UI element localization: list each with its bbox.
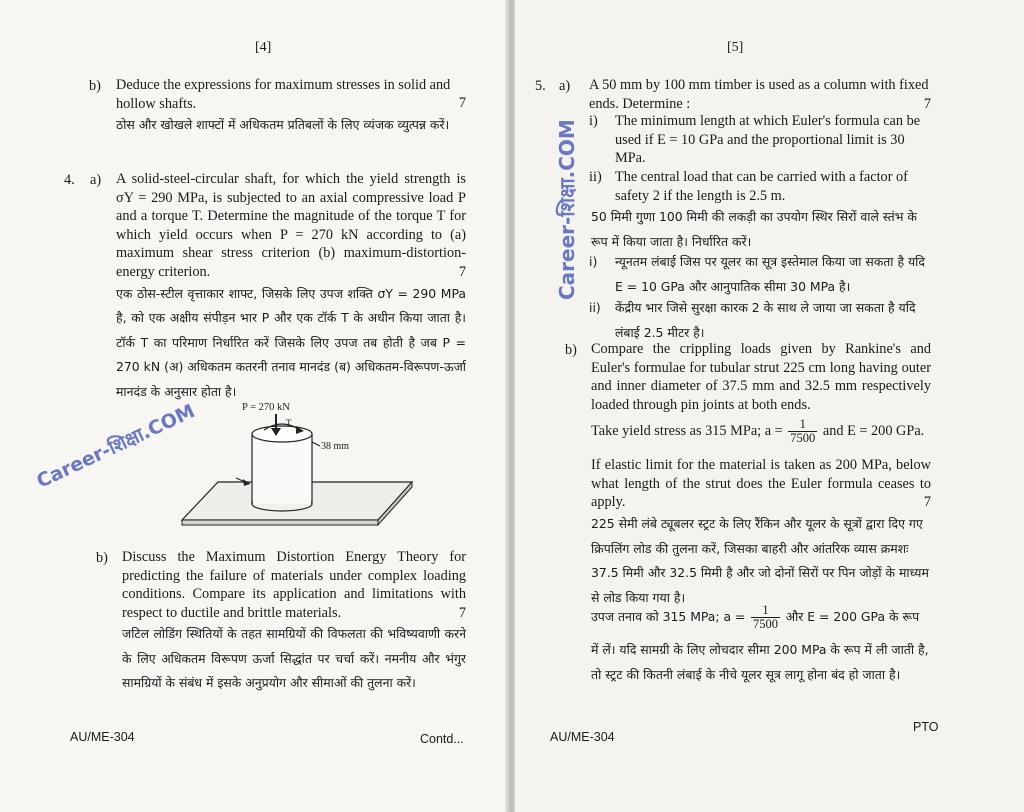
- right-page: [515, 0, 1024, 812]
- question-text-en: A solid-steel-circular shaft, for which the yield strength is σY = 290 MPa, is subjected to an axial compressive load P and a torque T. Determine the magnitude of the torque T for which yield occurs when P = 270 kN according to (a) maximum shear stress criterion (b) maximum-distortion-energy criterion.: [116, 171, 466, 280]
- question-5a: [589, 76, 931, 113]
- yield-stress-hi: [591, 604, 931, 631]
- question-label: b): [96, 550, 108, 566]
- question-5a-hi-sub-i: [589, 250, 931, 299]
- equation-text: and E = 200 GPa.: [822, 422, 925, 439]
- question-4a: [116, 170, 466, 404]
- watermark: Career-शिक्षा.COM: [33, 400, 199, 493]
- marks: 7: [458, 263, 466, 280]
- footer-code: AU/ME-304: [550, 730, 615, 744]
- yield-stress-en: [591, 418, 931, 445]
- page-number: [5]: [727, 40, 744, 55]
- question-5b-hi: 225 सेमी लंबे ट्यूबलर स्ट्रट के लिए रैंकिन और यूलर के सूत्रों द्वारा दिए गए क्रिपलिंग लोड की तुलना करें, जिसका बाहरी और आंतरिक व्यास क्रमशः 37.5 मिमी और 32.5 मिमी है और जो दोनों सिरों पर पिन जोड़ों के माध्यम से लोड किया गया है।: [591, 516, 929, 605]
- shaft-figure: [178, 400, 418, 540]
- footer-note: PTO: [913, 720, 939, 734]
- elastic-limit-hi: में लें। यदि सामग्री के लिए लोचदार सीमा 200 MPa के रूप में ली जाती है, तो स्ट्रट की कितनी लंबाई के नीचे यूलर सूत्र लागू होना बंद हो जाता है।: [591, 642, 929, 682]
- question-text-hi: एक ठोस-स्टील वृत्ताकार शाफ्ट, जिसके लिए उपज शक्ति σY = 290 MPa है, को एक अक्षीय संपीड़न भार P और एक टॉर्क T के अधीन किया जाता है। टॉर्क T का परिमाण निर्धारित करें जिसके लिए उपज तब होती है जब P = 270 kN (अ) अधिकतम कतरनी तनाव मानदंड (ब) अधिकतम-विरूपण-ऊर्जा मानदंड के अनुसार होता है।: [116, 285, 466, 399]
- marks: 7: [923, 95, 931, 112]
- question-label: b): [565, 342, 577, 358]
- question-text-en: Discuss the Maximum Distortion Energy Theory for predicting the failure of materials under complex loading conditions. Compare its application and limitations with respect to ductile and brittle materials.: [122, 549, 466, 621]
- question-5a-hi-sub-ii: [589, 296, 931, 345]
- sub-label: i): [589, 254, 598, 269]
- question-5a-sub-ii: [589, 168, 931, 205]
- question-4b: [122, 548, 466, 696]
- elastic-limit-en: [591, 456, 931, 512]
- question-5a-sub-i: [589, 112, 931, 168]
- equation-text: और E = 200 GPa के रूप: [785, 608, 920, 624]
- fraction: [751, 604, 780, 631]
- marks: 7: [458, 604, 466, 621]
- question-text-en: If elastic limit for the material is taken as 200 MPa, below what length of the strut does the Euler formula ceases to apply.: [591, 457, 931, 511]
- sub-text: केंद्रीय भार जिसे सुरक्षा कारक 2 के साथ ले जाया जा सकता है यदि लंबाई 2.5 मीटर है।: [615, 300, 916, 340]
- question-label: a): [559, 78, 571, 94]
- equation-text: Take yield stress as 315 MPa; a =: [591, 422, 783, 439]
- sub-label: i): [589, 113, 598, 129]
- sub-text: The central load that can be carried with a factor of safety 2 if the length is 2.5 m.: [615, 169, 908, 204]
- footer-code: AU/ME-304: [70, 730, 135, 744]
- watermark: Career-शिक्षा.COM: [555, 119, 579, 300]
- fraction-denominator: 7500: [753, 617, 778, 631]
- question-text-en: A 50 mm by 100 mm timber is used as a column with fixed ends. Determine :: [589, 77, 929, 112]
- sub-text: The minimum length at which Euler's formula can be used if E = 10 GPa and the proportional limit is 30 MPa.: [615, 113, 921, 167]
- diameter-label: 38 mm: [321, 441, 350, 452]
- page-number: [4]: [255, 40, 272, 55]
- load-label: P = 270 kN: [242, 402, 290, 413]
- sub-text: न्यूनतम लंबाई जिस पर यूलर का सूत्र इस्तेमाल किया जा सकता है यदि E = 10 GPa और आनुपातिक सीमा 30 MPa है।: [615, 254, 925, 294]
- question-number: 5.: [535, 78, 546, 94]
- fraction-denominator: 7500: [790, 431, 816, 445]
- question-text-en: Compare the crippling loads given by Rankine's and Euler's formulae for tubular strut 225 cm long having outer and inner diameter of 37.5 mm and 32.5 mm respectively loaded through pin joints at both ends.: [591, 341, 931, 413]
- question-3b: [116, 76, 466, 138]
- sub-label: ii): [589, 169, 602, 185]
- question-text-hi: ठोस और खोखले शाफ्टों में अधिकतम प्रतिबलों के लिए व्यंजक व्युत्पन्न करें।: [116, 117, 450, 133]
- question-label: a): [90, 172, 102, 188]
- footer-note: Contd...: [420, 732, 464, 746]
- question-label: b): [89, 78, 101, 94]
- question-5a-hi: 50 मिमी गुणा 100 मिमी की लकड़ी का उपयोग स्थिर सिरों वाले स्तंभ के रूप में किया जाता है। निर्धारित करें।: [591, 209, 917, 249]
- marks: 7: [923, 494, 931, 511]
- marks: 7: [458, 95, 466, 111]
- fraction-numerator: 1: [788, 418, 817, 432]
- torque-label: T: [286, 418, 292, 428]
- left-page: [0, 0, 509, 812]
- question-5b: [591, 340, 931, 414]
- question-number: 4.: [64, 172, 75, 188]
- sub-label: ii): [589, 300, 601, 315]
- fraction-numerator: 1: [751, 604, 780, 618]
- question-text-hi: जटिल लोडिंग स्थितियों के तहत सामग्रियों की विफलता की भविष्यवाणी करने के लिए अधिकतम विरूपण ऊर्जा सिद्धांत पर चर्चा करें। नमनीय और भंगुर सामग्रियों के संबंध में इसके अनुप्रयोग और सीमाओं की तुलना करें।: [122, 626, 466, 691]
- fraction: [788, 418, 817, 445]
- equation-text: उपज तनाव को 315 MPa; a =: [591, 608, 746, 624]
- question-text-en: Deduce the expressions for maximum stresses in solid and hollow shafts.: [116, 77, 451, 112]
